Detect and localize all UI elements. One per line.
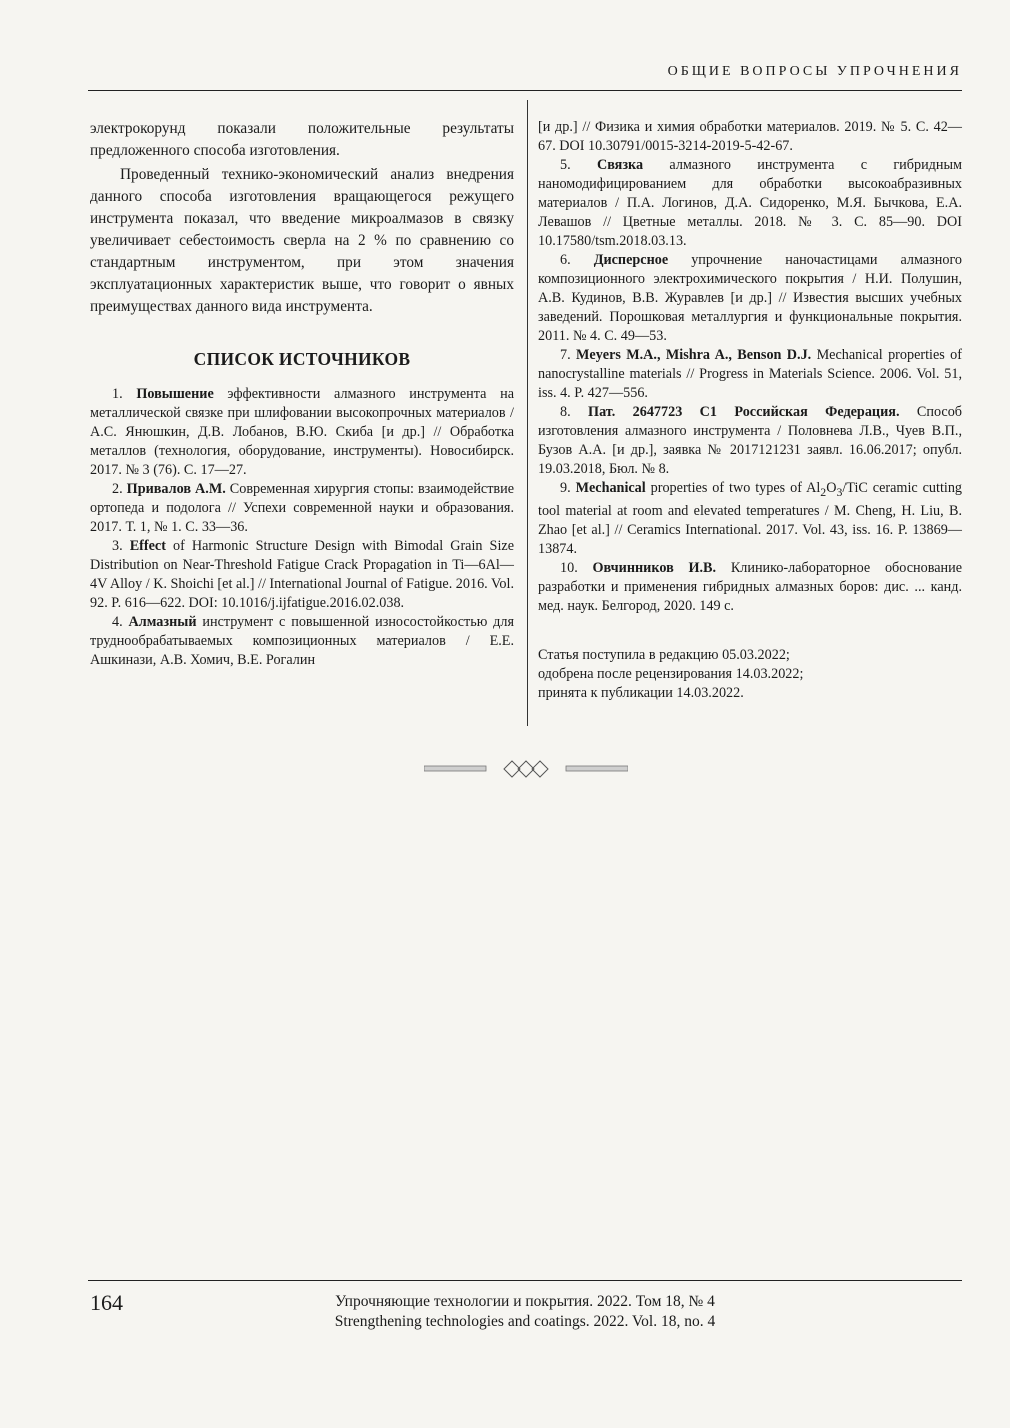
reference-number: 7. (560, 347, 571, 363)
end-ornament-icon (424, 758, 628, 780)
reference-lead: Алмазный (128, 614, 197, 630)
reference-number: 10. (560, 559, 578, 576)
reference-8 (538, 403, 962, 479)
reference-number: 5. (560, 157, 571, 173)
reference-4 (90, 613, 514, 670)
reference-text: упрочнение наночастицами алмазного композиционного электрохимического покрытия / Н.И. Полушин, А.В. Кудинов, В.В. Журавлев [и др.] // Известия высших учебных заведений. Порошковая металлургия и функциональные покрытия. 2011. № 4. С. 49—53. (538, 252, 963, 344)
reference-9 (538, 479, 962, 559)
reference-lead: Дисперсное (593, 252, 669, 268)
reference-text: properties of two types of Al (645, 480, 821, 496)
reference-5 (538, 156, 962, 251)
reference-number: 1. (112, 386, 123, 402)
reference-number: 6. (560, 252, 571, 268)
paragraph-conclusion-1: электрокорунд показали положительные результаты предложенного способа изготовления. (90, 120, 514, 159)
date-accepted: принята к публикации 14.03.2022. (538, 684, 744, 701)
reference-lead: Effect (129, 538, 166, 554)
header-rule (88, 90, 962, 91)
reference-2 (90, 480, 514, 537)
reference-number: 4. (112, 614, 123, 630)
column-divider (527, 100, 528, 726)
reference-lead: Овчинников И.В. (592, 559, 717, 576)
journal-title-ru: Упрочняющие технологии и покрытия. 2022. Том 18, № 4 (335, 1293, 715, 1310)
reference-text: Способ изготовления алмазного инструмента / Половнева Л.В., Чуев В.П., Бузов А.А. [и др.], заявка № 2017121231 заявл. 16.06.2017; опубл. 19.03.2018, Бюл. № 8. (538, 404, 963, 477)
reference-lead: Mechanical (575, 480, 646, 496)
reference-lead: Meyers M.A., Mishra A., Benson D.J. (576, 347, 812, 363)
references-heading: СПИСОК ИСТОЧНИКОВ (193, 349, 411, 369)
journal-title-en: Strengthening technologies and coatings. 2022. Vol. 18, no. 4 (334, 1313, 716, 1330)
date-approved: одобрена после рецензирования 14.03.2022; (538, 665, 804, 682)
reference-text: Клинико-лабораторное обоснование разработки и применения гибридных алмазных боров: дис. ... канд. мед. наук. Белгород, 2020. 149 с. (538, 559, 962, 614)
reference-3 (90, 537, 514, 613)
reference-text: алмазного инструмента с гибридным наномодифицированием для обработки высокоабразивных материалов / П.А. Логинов, Д.А. Сидоренко, М.Я. Бычкова, Е.А. Левашов // Цветные металлы. 2018. № 3. С. 85—90. DOI 10.17580/tsm.2018.03.13. (538, 157, 963, 249)
reference-number: 2. (112, 481, 123, 497)
running-head: ОБЩИЕ ВОПРОСЫ УПРОЧНЕНИЯ (667, 64, 962, 79)
reference-10 (538, 559, 962, 616)
reference-text: Mechanical properties of nanocrystalline materials // Progress in Materials Science. 2006. Vol. 51, iss. 4. P. 427—556. (538, 347, 962, 401)
reference-number: 8. (560, 404, 571, 420)
subscript: 2 (820, 484, 827, 499)
reference-text: O (826, 480, 837, 496)
paragraph-conclusion-2: Проведенный технико-экономический анализ внедрения данного способа изготовления вращающегося режущего инструмента показал, что введение микроалмазов в связку увеличивает себестоимость сверла на 2 % по сравнению со стандартным инструментом, при этом значения эксплуатационных характеристик выше, что говорит о явных преимуществах данного вида инструмента. (90, 166, 514, 315)
reference-text: /TiC ceramic cutting tool material at room and elevated temperatures / M. Cheng, H. Liu, B. Zhao [et al.] // Ceramics International. 2017. Vol. 43, iss. 16. P. 13869—13874. (538, 480, 963, 557)
reference-text: of Harmonic Structure Design with Bimodal Grain Size Distribution on Near-Threshold Fatigue Crack Propagation in Ti—6Al—4V Alloy / K. Shoichi [et al.] // International Journal of Fatigue. 2016. Vol. 92. P. 616—622. DOI: 10.1016/j.ijfatigue.2016.02.038. (90, 538, 515, 611)
journal-citation (230, 1292, 820, 1332)
footer-rule (88, 1280, 962, 1281)
right-column (538, 118, 962, 703)
reference-lead: Пат. 2647723 C1 Российская Федерация. (588, 404, 900, 420)
reference-text: эффективности алмазного инструмента на металлической связке при шлифовании высокопрочных материалов / А.С. Янюшкин, Д.В. Лобанов, В.Ю. Скиба [и др.] // Обработка металлов (технология, оборудование, инструменты). Новосибирск. 2017. № 3 (76). С. 17—27. (90, 386, 514, 478)
reference-6 (538, 251, 962, 346)
reference-text: инструмент с повышенной износостойкостью для труднообрабатываемых композиционных материалов / Е.Е. Ашкинази, А.В. Хомич, В.Е. Рогалин (90, 614, 515, 668)
reference-7 (538, 346, 962, 403)
article-dates (538, 646, 962, 703)
subscript: 3 (836, 484, 843, 499)
date-received: Статья поступила в редакцию 05.03.2022; (538, 646, 790, 663)
left-column (90, 118, 514, 670)
reference-text: Современная хирургия стопы: взаимодействие ортопеда и подолога // Успехи современной науки и образования. 2017. Т. 1, № 1. С. 33—36. (90, 481, 515, 535)
reference-number: 3. (112, 538, 123, 554)
reference-4-continuation: [и др.] // Физика и химия обработки материалов. 2019. № 5. С. 42—67. DOI 10.30791/0015-3214-2019-5-42-67. (538, 119, 962, 154)
reference-number: 9. (560, 480, 571, 496)
reference-lead: Привалов А.М. (126, 481, 226, 497)
reference-lead: Повышение (136, 386, 214, 402)
reference-1 (90, 385, 514, 480)
reference-lead: Связка (596, 157, 644, 173)
page-number: 164 (90, 1290, 123, 1315)
